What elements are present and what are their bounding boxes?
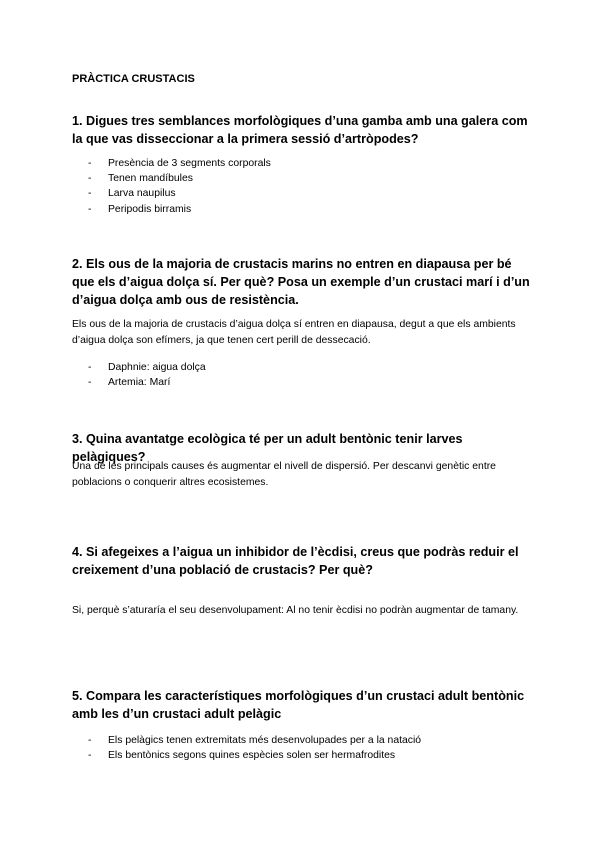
bullet-dash: - xyxy=(88,188,92,200)
question-4-heading: 4. Si afegeixes a l’aigua un inhibidor de l’ècdisi, creus que podràs reduir el creixement d’una població de crustacis? Per què? xyxy=(72,545,519,577)
question-3-heading: 3. Quina avantatge ecològica té per un adult bentònic tenir larves pelàgiques? xyxy=(72,432,463,464)
bullet-dash: - xyxy=(88,377,92,389)
list-item: - Presència de 3 segments corporals xyxy=(88,156,271,171)
question-5-heading: 5. Compara les característiques morfològiques d’un crustaci adult bentònic amb les d’un crustaci adult pelàgic xyxy=(72,689,525,721)
bullet-dash: - xyxy=(88,158,92,169)
list-item: - Els bentònics segons quines espècies solen ser hermafrodites xyxy=(88,748,421,763)
bullet-dash: - xyxy=(88,750,92,762)
list-item: - Tenen mandíbules xyxy=(88,171,271,186)
question-1-bullet-list xyxy=(88,156,271,217)
list-item: - Els pelàgics tenen extremitats més desenvolupades per a la natació xyxy=(88,733,421,748)
list-item: - Artemia: Marí xyxy=(88,375,206,390)
question-3-answer: Una de les principals causes és augmentar el nivell de dispersió. Per descanvi genètic entre poblacions o conquerir altres ecosistemes. xyxy=(72,461,496,488)
list-item: - Daphnie: aigua dolça xyxy=(88,360,206,375)
bullet-dash: - xyxy=(88,362,92,373)
question-2-heading: 2. Els ous de la majoria de crustacis marins no entren en diapausa per bé que els d’aigua dolça sí. Per què? Posa un exemple d’un crustaci marí i d’un d’aigua dolça amb ous de resistència. xyxy=(72,257,530,307)
list-item: - Peripodis birramis xyxy=(88,202,271,217)
bullet-dash: - xyxy=(88,735,92,746)
bullet-dash: - xyxy=(88,173,92,185)
bullet-dash: - xyxy=(88,203,92,215)
question-5-bullet-list xyxy=(88,733,421,763)
question-4-answer: Si, perquè s’aturaría el seu desenvolupament: Al no tenir ècdisi no podràn augmentar de tamany. xyxy=(72,605,519,616)
list-item: - Larva naupilus xyxy=(88,186,271,201)
question-1-heading: 1. Digues tres semblances morfològiques d’una gamba amb una galera com la que vas disseccionar a la primera sessió d’artròpodes? xyxy=(72,114,528,146)
question-2-answer: Els ous de la majoria de crustacis d’aigua dolça sí entren en diapausa, degut a que els ambients d’aigua dolça son efímers, ja que tenen cert perill de dessecació. xyxy=(72,319,516,346)
question-2-bullet-list xyxy=(88,360,206,390)
document-title: PRÀCTICA CRUSTACIS xyxy=(72,73,195,85)
